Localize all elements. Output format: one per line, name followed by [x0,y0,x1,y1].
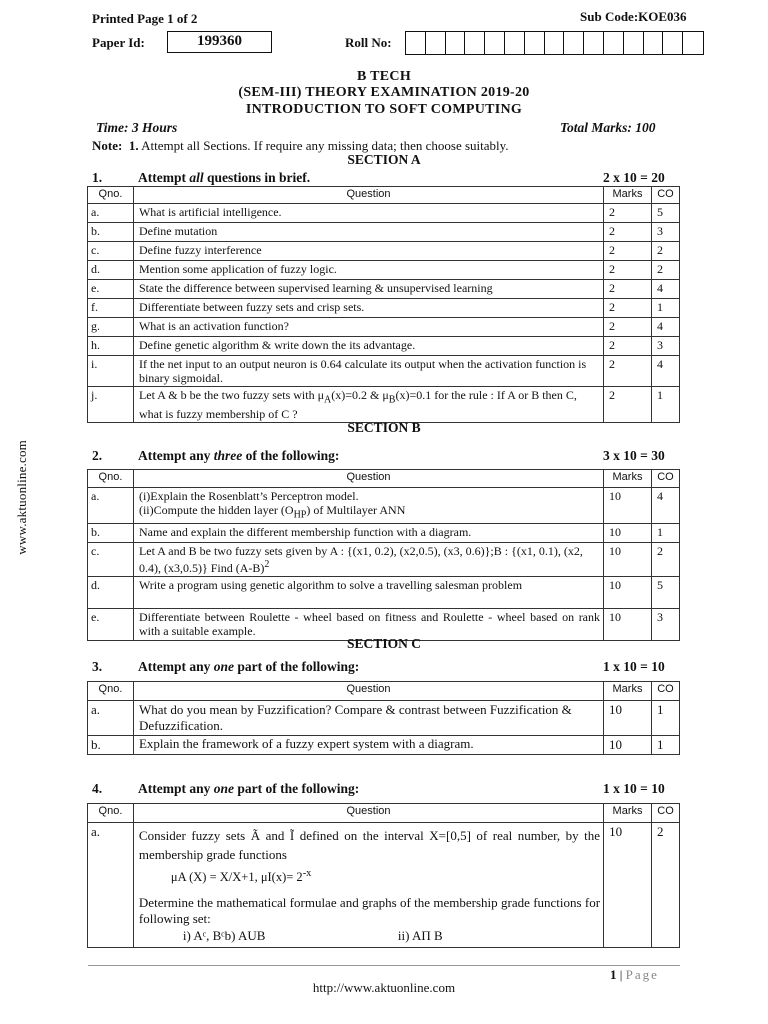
table-row: c. Define fuzzy interference 2 2 [88,242,680,261]
printed-page-label: Printed Page 1 of 2 [92,11,198,26]
footer-divider [88,965,680,966]
question-1-heading: 1. Attempt all questions in brief. [92,170,311,185]
q4-formula: μA (X) = X/X+1, $\mu I(x)= 2^{-x}$ [170,868,312,885]
question-4-heading: 4. Attempt any one part of the following: [92,781,360,796]
note-text: Attempt all Sections. If require any missing data; then choose suitably. [141,138,509,153]
section-a-table [87,186,680,423]
table-row: a. (i)Explain the Rosenblatt’s Perceptron model. (ii)Compute the hidden layer $(O_{HP})$ of Multilayer ANN 10 4 [88,488,680,524]
table-row: e. Differentiate between Roulette - wheel based on fitness and Roulette - wheel based on rank with a suitable example. 10 3 [88,609,680,641]
table-row: f. Differentiate between fuzzy sets and crisp sets. 2 1 [88,299,680,318]
note-number: 1. [128,138,139,153]
table-row: a. What is artificial intelligence. 2 5 [88,204,680,223]
side-watermark: www.aktuonline.com [14,440,29,555]
question-4-marks: 1 x 10 = 10 [603,781,665,796]
total-marks-label: Total Marks: 100 [560,120,656,135]
table-row: b. Explain the framework of a fuzzy expert system with a diagram. 10 1 [88,736,680,755]
section-b-table: Qno. Question Marks CO a. (i)Explain the Rosenblatt’s Perceptron model. (ii)Compute the hidden layer $(O_{HP})$ of Multilayer ANN 10 4 b. Name and explain the different membership function with a diagram. 10 1 c. Let A and B be two fuzzy sets given by A : {(x1, 0.2), (x2,0.5), (x3, 0.6)};B : {(x1, 0.1), (x2, 0.4), (x3,0.5)} Find $(A-B)^2$ 10 2 d. Write a program using genetic algorithm to solve a travelling salesman problem 10 5 e. Differentiate between Roulette - wheel based on fitness and Roulette - wheel based on rank with a suitable example. 10 3 [87,469,680,641]
header-co: CO [651,187,679,204]
table-row: e. State the difference between supervised learning & unsupervised learning 2 4 [88,280,680,299]
table-row: a. Consider fuzzy sets Ã and Ĩ defined on the interval X=[0,5] of real number, by the membership grade functions μA (X) = X/X+1, $\mu I(x)= 2^{-x}$ Determine the mathematical formulae and graphs of the membership grade functions for following set: i) Aᶜ, Bᶜb) AUB ii) AΠ B 10 2 [88,823,680,948]
q4-determine: Determine the mathematical formulae and graphs of the membership grade functions for following set: [138,895,601,927]
section-c-title: SECTION C [347,636,421,651]
section-c-table: Qno. Question Marks CO a. What do you mean by Fuzzification? Compare & contrast between Fuzzification & Defuzzification. 10 1 b. Explain the framework of a fuzzy expert system with a diagram. 10 1 [87,681,680,755]
table-row: i. If the net input to an output neuron is 0.64 calculate its output when the activation function is binary sigmoidal. 2 4 [88,356,680,387]
section-b-title: SECTION B [347,420,421,435]
question-2-marks: 3 x 10 = 30 [603,448,665,463]
roll-no-label: Roll No: [345,35,392,50]
degree-title: B TECH [356,69,412,84]
question-3-heading: 3. Attempt any one part of the following: [92,659,360,674]
table-row: j. Let A & b be the two fuzzy sets with $\mu_A(x)=0.2$ & $\mu_B(x)=0.1$ for the rule : If A or B then C, what is fuzzy membership of C ? 2 1 [88,387,680,423]
header-question: Question [133,187,603,204]
section-a-title: SECTION A [347,152,421,167]
question-3-marks: 1 x 10 = 10 [603,659,665,674]
exam-title: (SEM-III) THEORY EXAMINATION 2019-20 [238,85,530,100]
q4-intro: Consider fuzzy sets Ã and Ĩ defined on the interval X=[0,5] of real number, by the membership grade functions [138,828,601,862]
header-qno: Qno. [88,187,134,204]
sub-code: Sub Code:KOE036 [580,9,687,24]
question-4-table: Qno. Question Marks CO a. Consider fuzzy sets Ã and Ĩ defined on the interval X=[0,5] of real number, by the membership grade functions μA (X) = X/X+1, $\mu I(x)= 2^{-x}$ Determine the mathematical formulae and graphs of the membership grade functions for following set: i) Aᶜ, Bᶜb) AUB ii) AΠ B 10 2 [87,803,680,948]
table-row: a. What do you mean by Fuzzification? Compare & contrast between Fuzzification & Defuzzification. 10 1 [88,701,680,736]
time-label: Time: 3 Hours [96,120,178,135]
table-row: c. Let A and B be two fuzzy sets given by A : {(x1, 0.2), (x2,0.5), (x3, 0.6)};B : {(x1, 0.1), (x2, 0.4), (x3,0.5)} Find $(A-B)^2$ 10 2 [88,543,680,577]
subject-title: INTRODUCTION TO SOFT COMPUTING [245,102,523,117]
table-row: d. Mention some application of fuzzy logic. 2 2 [88,261,680,280]
table-row: g. What is an activation function? 2 4 [88,318,680,337]
table-row: h. Define genetic algorithm & write down the its advantage. 2 3 [88,337,680,356]
table-row: b. Name and explain the different membership function with a diagram. 10 1 [88,524,680,543]
q4-options: i) Aᶜ, Bᶜb) AUB ii) AΠ B [182,928,443,944]
question-2-heading: 2. Attempt any three of the following: [92,448,340,463]
table-row: b. Define mutation 2 3 [88,223,680,242]
note-label: Note: [92,138,123,153]
paper-id-box: 199360 [167,31,272,53]
footer-url[interactable]: http://www.aktuonline.com [312,980,456,995]
header-marks: Marks [604,187,652,204]
page-number: 1 | Page [610,967,659,982]
roll-no-boxes [405,31,704,55]
table-row: d. Write a program using genetic algorithm to solve a travelling salesman problem 10 5 [88,577,680,609]
question-1-marks: 2 x 10 = 20 [603,170,665,185]
paper-id-label: Paper Id: [92,35,145,50]
